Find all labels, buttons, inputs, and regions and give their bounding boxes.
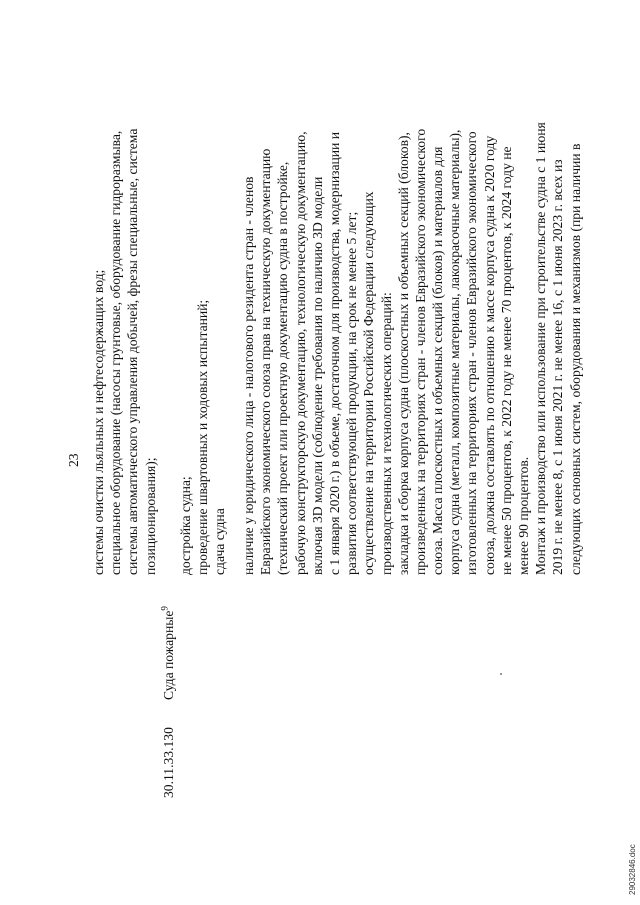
text-line: системы очистки льяльных и нефтесодержащих вод; (91, 269, 106, 575)
product-code: 30.11.33.130 (161, 727, 176, 798)
text-line: специальное оборудование (насосы грунтовые, оборудование гидроразмыва, (108, 130, 124, 575)
text-line: союза, должна составлять по отношению к массе корпуса судна к 2020 году (481, 135, 497, 575)
footnote-ref: 9 (159, 606, 170, 611)
text-line: осуществление на территории Российской Федерации следующих (361, 191, 377, 575)
text-line: изготовленных на территориях стран - членов Евразийского экономического (464, 131, 480, 575)
product-name-text: Суда пожарные (161, 610, 176, 700)
document-id: 29032846.doc (628, 844, 637, 895)
text-line: позиционирования); (142, 457, 158, 575)
text-line: не менее 50 процентов, к 2022 году не менее 70 процентов, к 2024 году не (498, 146, 514, 575)
text-line: включая 3D модели (соблюдение требования по наличию 3D модели (309, 176, 325, 575)
text-line: проведение швартовных и ходовых испытаний; (195, 299, 211, 575)
requirements-mid-block (177, 300, 229, 575)
text-line: 2019 г. не менее 8, с 1 июня 2021 г. не менее 16, с 1 июня 2023 г. всех из (550, 159, 566, 575)
requirements-main-block (240, 122, 584, 575)
scan-speck (500, 673, 502, 675)
text-line: произведенных на территориях стран - членов Евразийского экономического (412, 128, 428, 575)
text-line: (технический проект или проектную документацию судна в постройке, (275, 161, 291, 575)
text-line: производственных и технологических операций: (378, 292, 394, 575)
text-line: достройка судна; (178, 476, 193, 575)
text-line: корпуса судна (металл, композитные материалы, лакокрасочные материалы), (447, 129, 463, 575)
text-line: следующих основных систем, оборудования и механизмов (при наличии в (567, 143, 583, 575)
text-line: Евразийского экономического союза прав на техническую документацию (258, 148, 274, 575)
requirements-top-block (90, 129, 159, 575)
text-line: с 1 января 2020 г.) в объеме, достаточном для производства, модернизации и (326, 131, 342, 575)
text-line: рабочую конструкторскую документацию, технологическую документацию, (292, 131, 308, 575)
text-line: наличие у юридического лица - налогового резидента стран - членов (241, 176, 256, 575)
text-line: союза. Масса плоскостных и объемных секций (блоков) и материалов для (430, 146, 446, 575)
text-line: Монтаж и производство или использование при строительстве судна с 1 июня (533, 122, 549, 575)
product-name (160, 606, 177, 700)
text-line: сдача судна (212, 508, 228, 575)
page-number: 23 (66, 453, 81, 467)
text-line: закладка и сборка корпуса судна (плоскостных и объемных секций (блоков), (395, 132, 411, 575)
text-line: развития соответствующей продукции, на срок не менее 5 лет; (344, 211, 360, 575)
text-line: менее 90 процентов. (516, 456, 531, 575)
text-line: системы автоматического управления добычей, фрезы специальные, система (125, 128, 141, 575)
